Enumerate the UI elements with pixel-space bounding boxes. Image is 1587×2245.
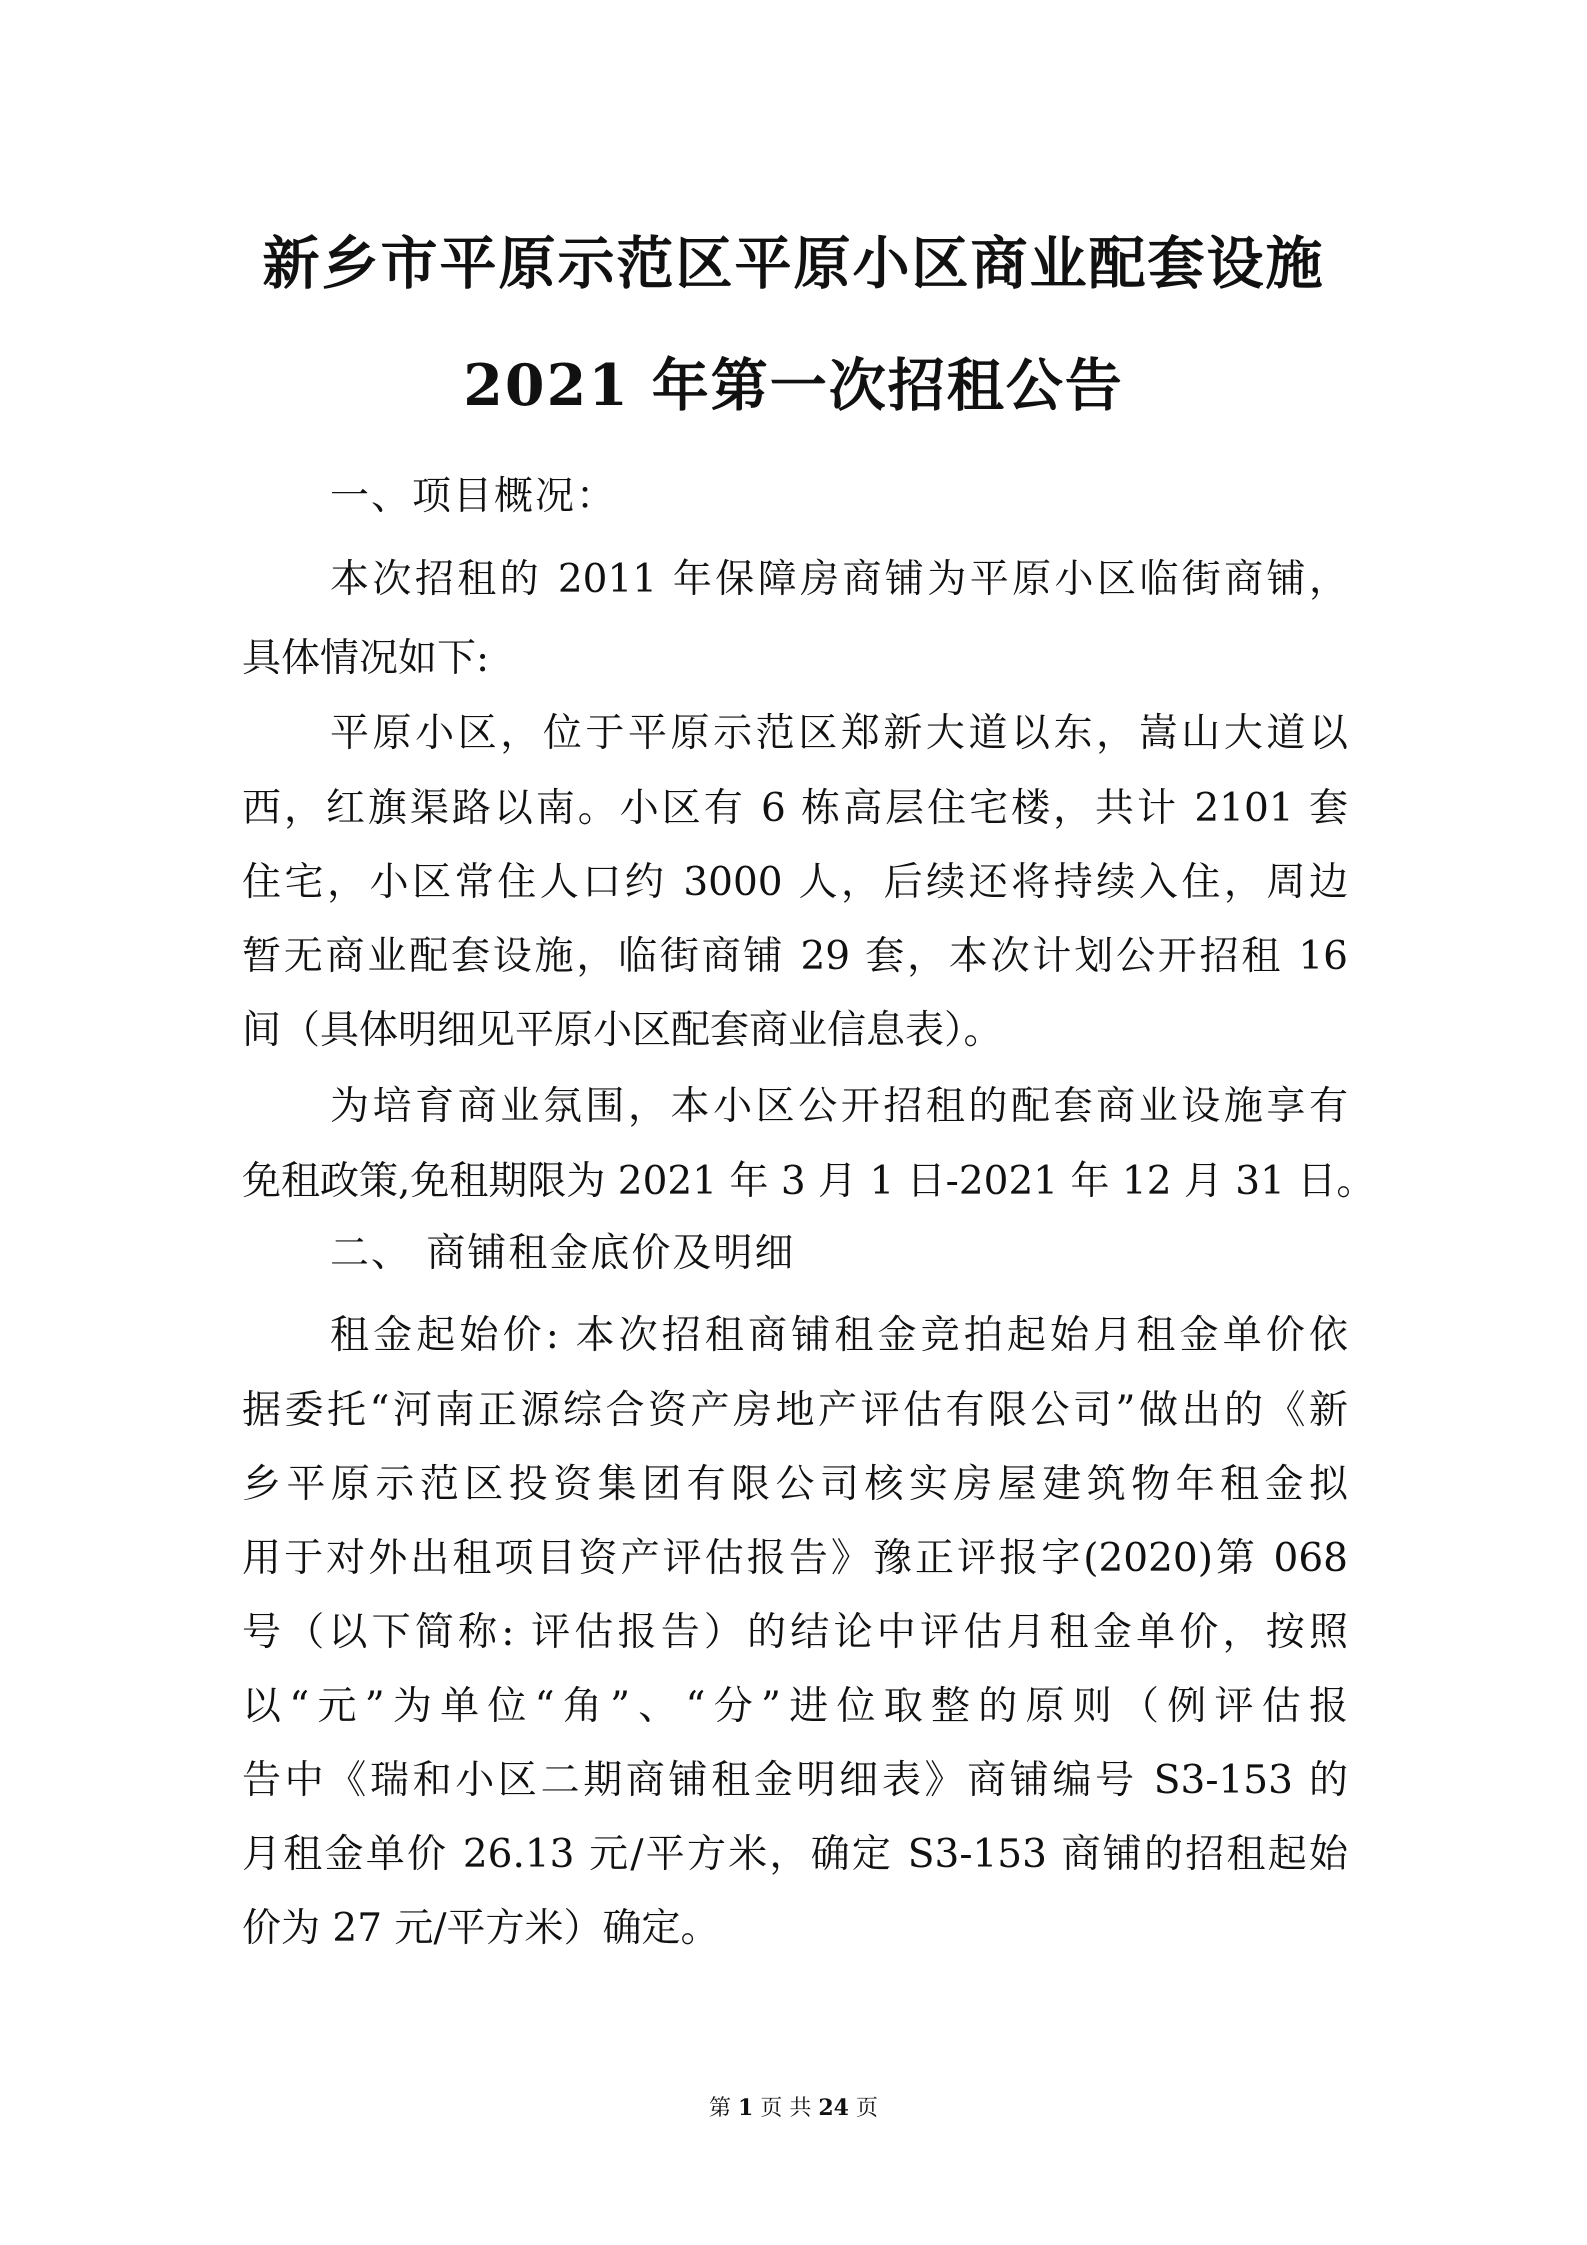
footer-suffix: 页	[855, 2096, 878, 2121]
footer-middle: 页 共	[760, 2096, 812, 2121]
paragraph-line: 暂无商业配套设施，临街商铺 29 套，本次计划公开招租 16	[242, 934, 1348, 979]
paragraph-line: 号（以下简称: 评估报告）的结论中评估月租金单价，按照	[242, 1610, 1348, 1655]
section-2-heading: 二、 商铺租金底价及明细	[330, 1231, 796, 1276]
paragraph-line: 月租金单价 26.13 元/平方米，确定 S3-153 商铺的招租起始	[242, 1832, 1348, 1877]
paragraph-line: 告中《瑞和小区二期商铺租金明细表》商铺编号 S3-153 的	[242, 1758, 1348, 1803]
paragraph-line: 免租政策,免租期限为 2021 年 3 月 1 日-2021 年 12 月 31 日。	[242, 1159, 1376, 1204]
page-footer	[0, 2091, 1587, 2122]
section-1-heading: 一、项目概况：	[330, 474, 618, 519]
paragraph-line: 价为 27 元/平方米）确定。	[242, 1906, 720, 1951]
footer-prefix: 第	[709, 2096, 732, 2121]
paragraph-line: 西，红旗渠路以南。小区有 6 栋高层住宅楼，共计 2101 套	[242, 786, 1348, 831]
paragraph-line: 间（具体明细见平原小区配套商业信息表）。	[242, 1008, 1003, 1053]
paragraph-line: 用于对外出租项目资产评估报告》豫正评报字(2020)第 068	[242, 1536, 1348, 1581]
document-title-line-2: 2021 年第一次招租公告	[463, 352, 1124, 419]
paragraph-line: 平原小区，位于平原示范区郑新大道以东，嵩山大道以	[330, 711, 1348, 756]
paragraph-line: 本次招租的 2011 年保障房商铺为平原小区临街商铺，	[330, 557, 1348, 602]
paragraph-line: 以“元”为单位“角”、“分”进位取整的原则（例评估报	[242, 1684, 1348, 1729]
paragraph-line: 据委托“河南正源综合资产房地产评估有限公司”做出的《新	[242, 1388, 1348, 1433]
paragraph-line: 具体情况如下:	[242, 636, 490, 681]
current-page-number: 1	[738, 2095, 754, 2121]
total-page-count: 24	[818, 2095, 849, 2121]
paragraph-line: 乡平原示范区投资集团有限公司核实房屋建筑物年租金拟	[242, 1462, 1348, 1507]
paragraph-line: 为培育商业氛围，本小区公开招租的配套商业设施享有	[330, 1084, 1348, 1129]
paragraph-line: 租金起始价: 本次招租商铺租金竞拍起始月租金单价依	[330, 1313, 1348, 1358]
paragraph-line: 住宅，小区常住人口约 3000 人，后续还将持续入住，周边	[242, 860, 1348, 905]
document-title-line-1: 新乡市平原示范区平原小区商业配套设施	[262, 230, 1325, 297]
